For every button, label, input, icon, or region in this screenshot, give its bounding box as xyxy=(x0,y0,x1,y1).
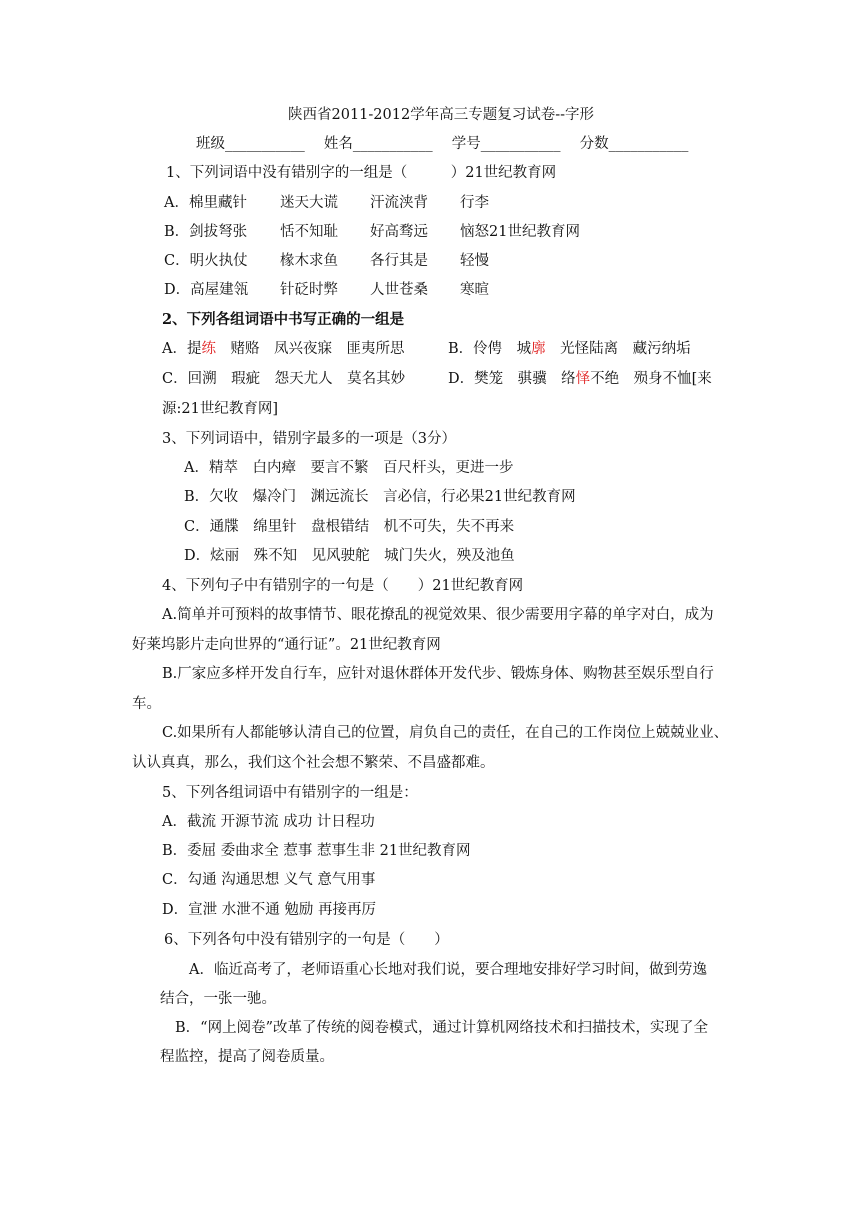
option-text: B．伶俜 城 xyxy=(448,341,532,357)
question-1-option-c xyxy=(164,254,489,269)
document-title: 陕西省2011-2012学年高三专题复习试卷--字形 xyxy=(288,107,594,123)
question-4-option-b-cont: 车。 xyxy=(132,696,161,712)
question-1-option-b xyxy=(164,225,580,240)
question-6-option-b-cont: 程监控，提高了阅卷质量。 xyxy=(160,1049,334,1065)
question-4-option-b: B.厂家应多样开发自行车，应针对退休群体开发代步、锻炼身体、购物甚至娱乐型自行 xyxy=(162,666,714,682)
question-6-option-b: B．“网上阅卷”改革了传统的阅卷模式，通过计算机网络技术和扫描技术，实现了全 xyxy=(175,1020,708,1036)
question-3-option-d: D．炫丽 殊不知 见风驶舵 城门失火，殃及池鱼 xyxy=(184,548,515,564)
option-word: B．剑拔弩张 xyxy=(164,224,248,240)
option-word: 人世苍桑 xyxy=(370,282,428,298)
question-3-option-c: C．通牒 绵里针 盘根错结 机不可失，失不再来 xyxy=(184,519,515,535)
option-word: C．明火执仗 xyxy=(164,253,248,269)
student-info-fields: 班级___________ 姓名___________ 学号___________ 分数___________ xyxy=(196,136,689,152)
option-word: 恼怒21世纪教育网 xyxy=(460,224,580,240)
option-word: 各行其是 xyxy=(370,253,428,269)
question-1-option-d xyxy=(164,283,489,298)
question-5-option-c: C．勾通 沟通思想 义气 意气用事 xyxy=(162,872,376,888)
option-word: A．棉里藏针 xyxy=(164,195,247,211)
question-2-option-c: C．回溯 瑕疵 怨天尤人 莫名其妙 xyxy=(162,371,406,387)
question-6-option-a-cont: 结合，一张一驰。 xyxy=(160,991,276,1007)
option-text: A．提 xyxy=(162,341,202,357)
question-5-stem: 5、下列各组词语中有错别字的一组是： xyxy=(162,785,418,801)
question-2-option-a xyxy=(162,342,404,357)
question-5-option-a: A．截流 开源节流 成功 计日程功 xyxy=(162,814,375,830)
question-6-stem: 6、下列各句中没有错别字的一句是（ ） xyxy=(164,932,449,948)
option-word: 椽木求鱼 xyxy=(280,253,338,269)
option-text: 不绝 殒身不恤[来 xyxy=(590,371,712,387)
option-word: 针砭时弊 xyxy=(280,282,338,298)
highlighted-character: 怿 xyxy=(575,371,591,387)
option-word: 寒暄 xyxy=(460,282,489,298)
question-4-option-c-cont: 认认真真，那么，我们这个社会想不繁荣、不昌盛都难。 xyxy=(132,755,495,771)
option-word: 好高骛远 xyxy=(370,224,428,240)
question-2-continuation: 源:21世纪教育网] xyxy=(162,401,278,417)
question-6-option-a: A．临近高考了，老师语重心长地对我们说，要合理地安排好学习时间，做到劳逸 xyxy=(189,962,707,978)
option-text: 赌赂 凤兴夜寐 匪夷所思 xyxy=(215,341,405,357)
highlighted-character: 练 xyxy=(201,341,216,357)
question-4-stem: 4、下列句子中有错别字的一句是（ ）21世纪教育网 xyxy=(162,578,524,594)
option-word: 汗流浃背 xyxy=(370,195,428,211)
option-word: D．高屋建瓴 xyxy=(164,282,249,298)
question-1-option-a xyxy=(164,196,489,211)
question-4-option-a: A.简单并可预料的故事情节、眼花撩乱的视觉效果、很少需要用字幕的单字对白，成为 xyxy=(162,607,714,623)
option-word: 轻慢 xyxy=(460,253,489,269)
option-text: 光怪陆离 藏污纳垢 xyxy=(545,341,691,357)
option-word: 恬不知耻 xyxy=(280,224,338,240)
option-word: 迷天大谎 xyxy=(280,195,338,211)
question-4-option-a-cont: 好莱坞影片走向世界的“通行证”。21世纪教育网 xyxy=(132,637,441,653)
question-5-option-b: B．委屈 委曲求全 惹事 惹事生非 21世纪教育网 xyxy=(162,843,471,859)
question-3-option-a: A．精萃 白内瘴 要言不繁 百尺杆头，更进一步 xyxy=(184,460,514,476)
question-2-stem: 2、下列各组词语中书写正确的一组是 xyxy=(162,311,405,328)
question-3-option-b: B．欠收 爆冷门 渊远流长 言必信，行必果21世纪教育网 xyxy=(184,489,576,505)
question-1-stem: 1、下列词语中没有错别字的一组是（ ）21世纪教育网 xyxy=(166,165,557,181)
question-4-option-c: C.如果所有人都能够认清自己的位置，肩负自己的责任，在自己的工作岗位上兢兢业业、 xyxy=(162,725,729,741)
highlighted-character: 廓 xyxy=(531,341,546,357)
question-2-option-d xyxy=(448,372,712,387)
question-2-option-b xyxy=(448,342,691,357)
question-3-stem: 3、下列词语中，错别字最多的一项是（3分） xyxy=(162,431,456,447)
question-5-option-d: D．宣泄 水泄不通 勉励 再接再厉 xyxy=(162,902,376,918)
option-text: D．樊笼 骐骥 络 xyxy=(448,371,576,387)
option-word: 行李 xyxy=(460,195,489,211)
